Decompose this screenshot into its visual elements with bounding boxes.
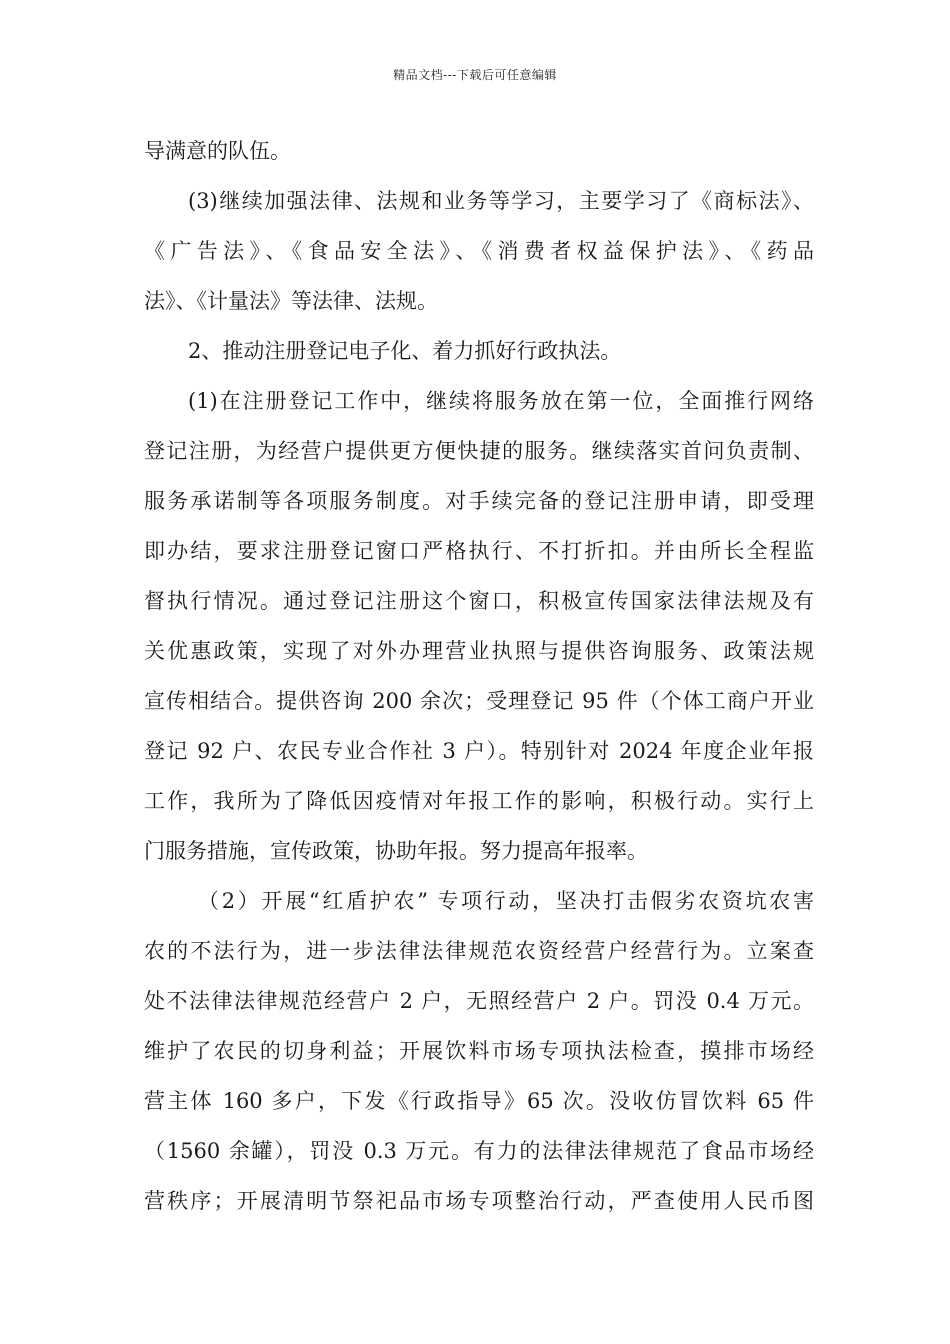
text-line: 2、推动注册登记电子化、着力抓好行政执法。: [188, 339, 622, 363]
text-line: 登记 92 户、农民专业合作社 3 户）。特别针对 2024 年度企业年报: [144, 739, 814, 763]
text-line: （2）开展“红盾护农” 专项行动，坚决打击假劣农资坑农害: [198, 889, 814, 913]
page-header: 精品文档---下载后可任意编辑: [393, 68, 557, 82]
text-line: 营秩序；开展清明节祭祀品市场专项整治行动，严查使用人民币图: [144, 1189, 814, 1213]
text-line: 法》、《计量法》等法律、法规。: [144, 289, 438, 313]
text-line: 宣传相结合。提供咨询 200 余次；受理登记 95 件（个体工商户开业: [144, 689, 814, 713]
text-line: (3)继续加强法律、法规和业务等学习，主要学习了《商标法》、: [188, 189, 814, 213]
text-line: 门服务措施，宣传政策，协助年报。努力提高年报率。: [144, 839, 648, 863]
text-line: 处不法律法律规范经营户 2 户，无照经营户 2 户。罚没 0.4 万元。: [144, 989, 814, 1013]
document-body: [144, 126, 814, 1226]
text-line: 营主体 160 多户，下发《行政指导》65 次。没收仿冒饮料 65 件: [144, 1089, 814, 1113]
text-line: 服务承诺制等各项服务制度。对手续完备的登记注册申请，即受理: [144, 489, 814, 513]
text-line: 农的不法行为，进一步法律法律规范农资经营户经营行为。立案查: [144, 939, 814, 963]
text-line: (1)在注册登记工作中，继续将服务放在第一位，全面推行网络: [188, 389, 814, 413]
text-line: （1560 余罐），罚没 0.3 万元。有力的法律法律规范了食品市场经: [144, 1139, 814, 1163]
text-line: 工作，我所为了降低因疫情对年报工作的影响，积极行动。实行上: [144, 789, 814, 813]
text-line: 即办结，要求注册登记窗口严格执行、不打折扣。并由所长全程监: [144, 539, 814, 563]
text-line: 《广告法》、《食品安全法》、《消费者权益保护法》、《药品: [144, 239, 814, 263]
text-line: 关优惠政策，实现了对外办理营业执照与提供咨询服务、政策法规: [144, 639, 814, 663]
text-line: 导满意的队伍。: [144, 139, 291, 163]
text-line: 督执行情况。通过登记注册这个窗口，积极宣传国家法律法规及有: [144, 589, 814, 613]
text-line: 登记注册，为经营户提供更方便快捷的服务。继续落实首问负责制、: [144, 439, 814, 463]
text-line: 维护了农民的切身利益；开展饮料市场专项执法检查，摸排市场经: [144, 1039, 814, 1063]
